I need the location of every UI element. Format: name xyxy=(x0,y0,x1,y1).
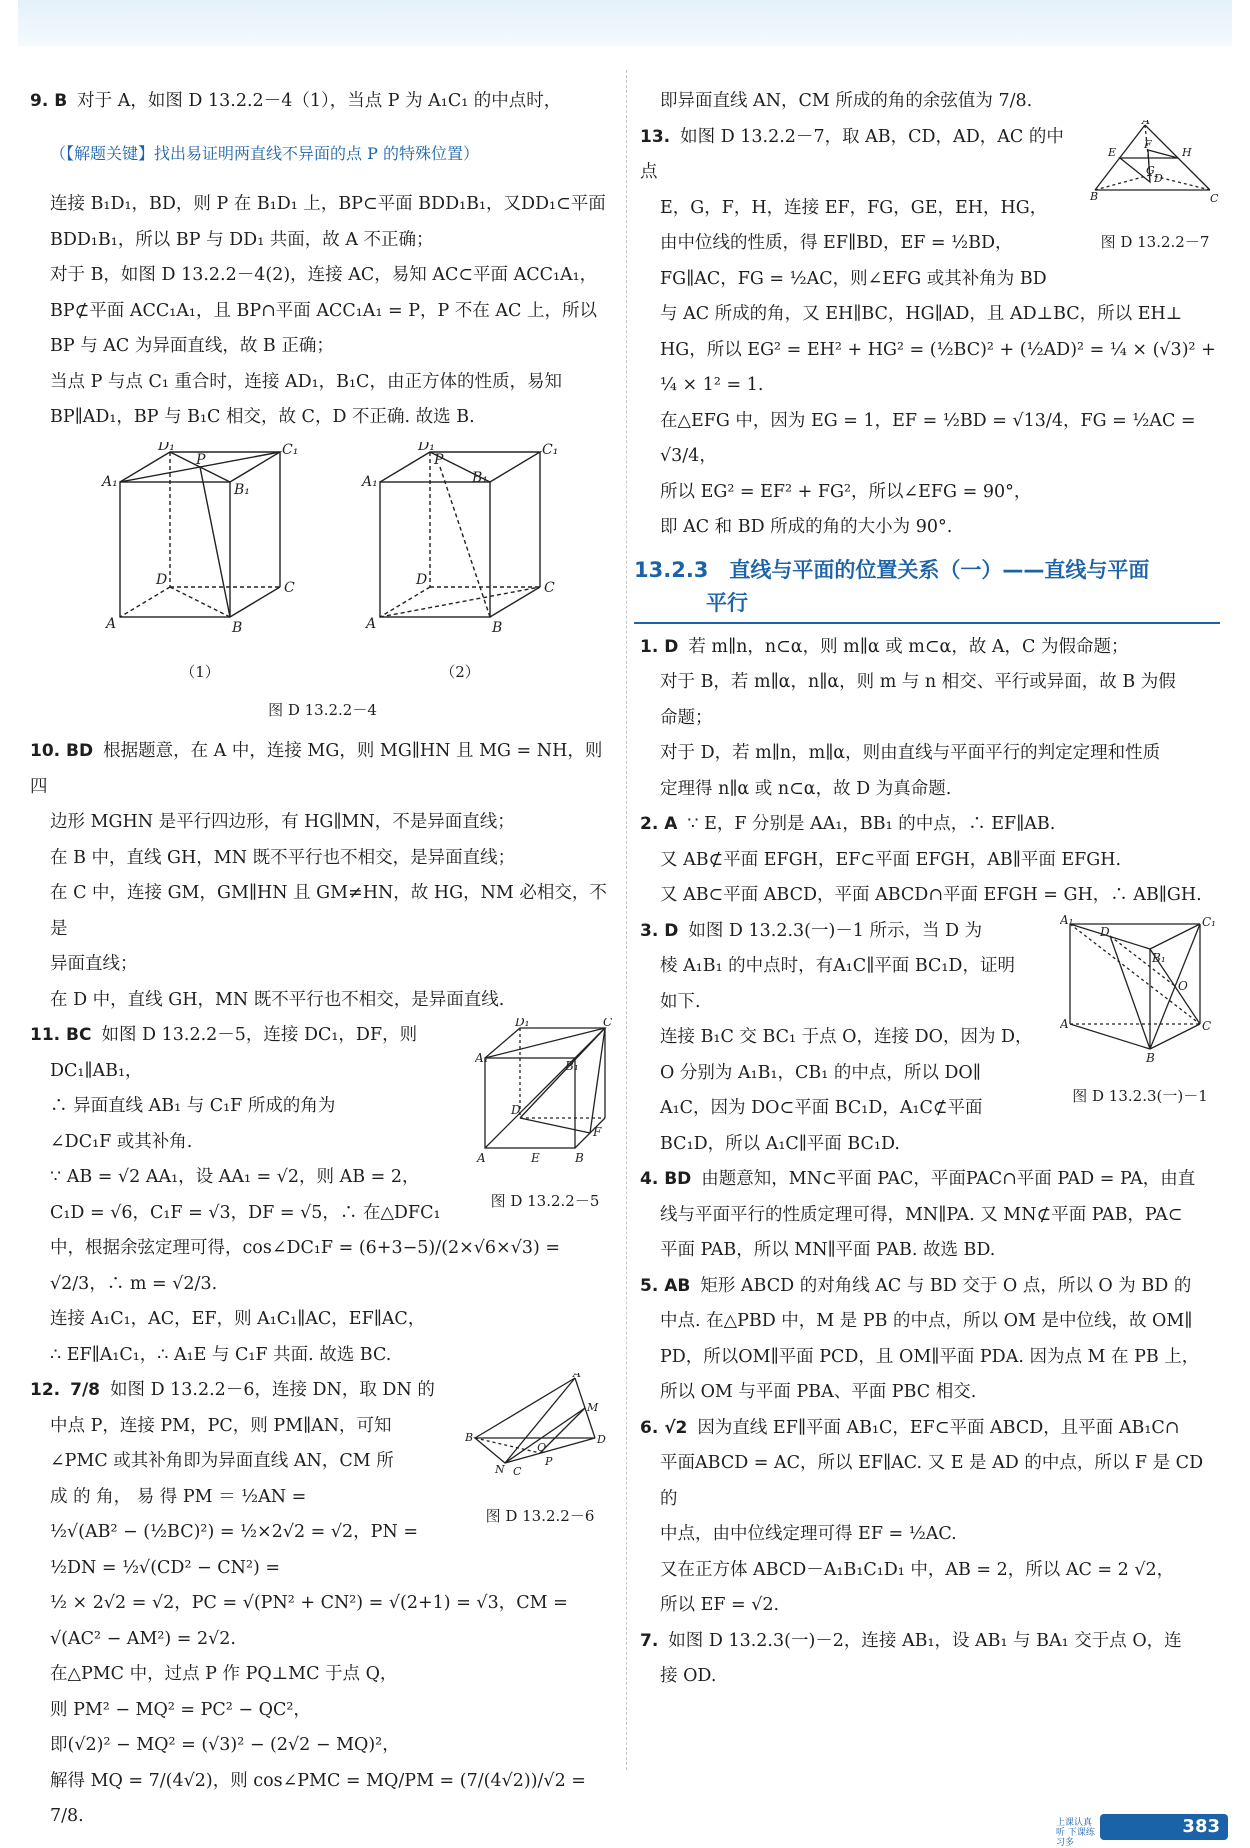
figure-d13227-caption: 图 D 13.2.2－7 xyxy=(1100,233,1210,251)
s1-line-1: 1. D 若 m∥n，n⊂α，则 m∥α 或 m⊂α，故 A，C 为假命题； xyxy=(640,636,1129,657)
svg-text:A: A xyxy=(366,615,377,632)
right-column xyxy=(634,84,1220,1695)
svg-text:B: B xyxy=(575,1151,584,1165)
s6-line-5: 所以 EF = √2. xyxy=(660,1595,780,1615)
svg-text:A: A xyxy=(106,615,117,632)
svg-text:B: B xyxy=(465,1431,474,1444)
s4-line-3: 平面 PAB，所以 MN∥平面 PAB. 故选 BD. xyxy=(660,1240,996,1260)
s4-number: 4. BD xyxy=(640,1169,692,1189)
section-title xyxy=(634,554,1220,624)
svg-text:B₁: B₁ xyxy=(565,1059,579,1073)
svg-text:P: P xyxy=(545,1455,553,1468)
q13-line-9: 所以 EG² = EF² + FG²，所以∠EFG = 90°， xyxy=(660,481,1032,502)
svg-text:B: B xyxy=(1146,1050,1155,1064)
q11-line-4: ∠DC₁F 或其补角. xyxy=(50,1131,193,1152)
s4-line-1: 4. BD 由题意知，MN⊂平面 PAC，平面PAC∩平面 PAD = PA，由直 xyxy=(640,1169,1196,1189)
q9-line-3: BDD₁B₁，所以 BP 与 DD₁ 共面，故 A 不正确； xyxy=(50,229,434,250)
svg-text:B₁: B₁ xyxy=(1152,950,1166,965)
svg-text:B₁: B₁ xyxy=(472,469,488,486)
page-number: 383 xyxy=(1100,1814,1228,1840)
svg-text:B: B xyxy=(1090,189,1099,203)
svg-text:D₁: D₁ xyxy=(158,441,175,454)
s3-line-4: 连接 B₁C 交 BC₁ 于点 O，连接 DO，因为 D， xyxy=(660,1027,1033,1047)
q13-line-7: ¼ × 1² = 1. xyxy=(660,375,764,395)
q9-line-7: 当点 P 与点 C₁ 重合时，连接 AD₁，B₁C，由正方体的性质，易知 xyxy=(50,371,562,392)
s5-line-3: PD，所以OM∥平面 PCD，且 OM∥平面 PDA. 因为点 M 在 PB 上， xyxy=(660,1346,1200,1367)
q12-line-8: 在△PMC 中，过点 P 作 PQ⊥MC 于点 Q， xyxy=(50,1664,398,1684)
q13-line-1: 13. 如图 D 13.2.2－7，取 AB，CD，AD，AC 的中点 xyxy=(640,126,1064,182)
q11-line-8: 连接 A₁C₁，AC，EF，则 A₁C₁∥AC，EF∥AC， xyxy=(50,1309,426,1329)
s2-line-2: 又 AB⊄平面 EFGH，EF⊂平面 EFGH，AB∥平面 EFGH. xyxy=(660,849,1122,870)
q10-line-5: 异面直线； xyxy=(50,954,138,974)
figure-d13225-caption: 图 D 13.2.2－5 xyxy=(490,1191,600,1210)
svg-text:A: A xyxy=(573,1373,581,1380)
s1-line-4: 对于 D，若 m∥n，m∥α，则由直线与平面平行的判定定理和性质 xyxy=(660,743,1161,763)
page-tag: 上课认真听 下课练习多 xyxy=(1056,1818,1095,1848)
figure-1-label: （1） xyxy=(180,663,220,681)
q11-line-5: ∵ AB = √2 AA₁，设 AA₁ = √2，则 AB = 2， xyxy=(50,1167,420,1187)
s3-line-2: 棱 A₁B₁ 的中点时，有A₁C∥平面 BC₁D，证明 xyxy=(660,956,1015,976)
s6-number: 6. √2 xyxy=(640,1417,688,1438)
svg-text:D: D xyxy=(597,1433,606,1446)
q12-line-11: 解得 MQ = 7/(4√2)，则 cos∠PMC = MQ/PM = (7/(4√2))/√2 = 7/8. xyxy=(50,1770,586,1826)
q10-line-3: 在 B 中，直线 GH，MN 既不平行也不相交，是异面直线； xyxy=(50,847,516,868)
q10-line-6: 在 D 中，直线 GH，MN 既不平行也不相交，是异面直线. xyxy=(50,989,505,1010)
svg-text:A₁: A₁ xyxy=(1060,913,1074,927)
svg-text:C: C xyxy=(1210,191,1219,205)
figure-d13231-1-caption: 图 D 13.2.3(一)－1 xyxy=(1072,1087,1208,1105)
q11-number: 11. BC xyxy=(30,1025,92,1045)
svg-text:H: H xyxy=(1182,145,1192,159)
q9-line-6: BP 与 AC 为异面直线，故 B 正确； xyxy=(50,336,334,356)
q10-line-4: 在 C 中，连接 GM，GM∥HN 且 GM≠HN，故 HG，NM 必相交，不是 xyxy=(50,883,607,939)
q13-number: 13. xyxy=(640,126,671,147)
s3-number: 3. D xyxy=(640,920,679,941)
figure-d13224-1 xyxy=(100,442,300,691)
svg-text:A: A xyxy=(477,1151,486,1165)
s2-number: 2. A xyxy=(640,814,678,834)
q12-line-1: 12. 7/8 如图 D 13.2.2－6，连接 DN，取 DN 的 xyxy=(30,1380,435,1400)
svg-text:B: B xyxy=(232,619,243,636)
svg-text:C: C xyxy=(603,1018,613,1029)
q12-line-2: 中点 P，连接 PM，PC，则 PM∥AN，可知 xyxy=(50,1415,392,1436)
q9-line-4: 对于 B，如图 D 13.2.2－4(2)，连接 AC，易知 AC⊂平面 ACC₁A₁， xyxy=(50,265,598,285)
q9-line-8: BP∥AD₁，BP 与 B₁C 相交，故 C，D 不正确. 故选 B. xyxy=(50,407,475,427)
svg-text:F: F xyxy=(1144,137,1152,151)
q12-line-7: √(AC² − AM²) = 2√2. xyxy=(50,1628,236,1649)
q11-line-3: ∴ 异面直线 AB₁ 与 C₁F 所成的角为 xyxy=(50,1096,336,1116)
s5-line-1: 5. AB 矩形 ABCD 的对角线 AC 与 BD 交于 O 点，所以 O 为 BD 的 xyxy=(640,1275,1192,1296)
q13-line-6: HG，所以 EG² = EH² + HG² = (½BC)² + (½AD)² = ¼ × (√3)² + xyxy=(660,339,1216,360)
s6-line-2: 平面ABCD = AC，所以 EF∥AC. 又 E 是 AD 的中点，所以 F 是 CD 的 xyxy=(660,1453,1204,1509)
svg-text:A₁: A₁ xyxy=(102,473,118,490)
header-band xyxy=(18,0,1232,46)
svg-text:M: M xyxy=(587,1401,599,1414)
s1-line-5: 定理得 n∥α 或 n⊂α，故 D 为真命题. xyxy=(660,778,952,799)
q13-line-10: 即 AC 和 BD 所成的角的大小为 90°. xyxy=(660,517,953,537)
s1-line-3: 命题； xyxy=(660,707,713,728)
q9-number: 9. B xyxy=(30,91,68,111)
figure-d13231-1 xyxy=(1060,914,1220,1121)
q9-line-2: 连接 B₁D₁，BD，则 P 在 B₁D₁ 上，BP⊂平面 BDD₁B₁，又DD₁⊂平面 xyxy=(50,194,606,214)
q12-line-3: ∠PMC 或其补角即为异面直线 AN，CM 所 xyxy=(50,1451,394,1471)
svg-text:A: A xyxy=(1060,1016,1069,1031)
left-column xyxy=(30,84,615,1835)
q11-line-7: 中，根据余弦定理可得，cos∠DC₁F = (6+3−5)/(2×√6×√3) = √2/3，∴ m = √2/3. xyxy=(50,1238,561,1294)
s2-line-3: 又 AB⊂平面 ABCD，平面 ABCD∩平面 EFGH = GH，∴ AB∥GH. xyxy=(660,885,1202,905)
svg-text:C: C xyxy=(513,1465,522,1478)
s7-number: 7. xyxy=(640,1630,659,1651)
q13-line-2: E，G，F，H，连接 EF，FG，GE，EH，HG， xyxy=(660,197,1048,218)
svg-text:F: F xyxy=(593,1125,602,1139)
q11-line-6: C₁D = √6，C₁F = √3，DF = √5，∴ 在△DFC₁ xyxy=(50,1202,441,1223)
svg-text:Q: Q xyxy=(537,1441,547,1454)
svg-text:C₁: C₁ xyxy=(282,441,299,458)
svg-text:A₁: A₁ xyxy=(362,473,378,490)
column-divider xyxy=(626,70,627,1770)
svg-text:B: B xyxy=(492,619,503,636)
svg-text:D: D xyxy=(511,1103,521,1117)
q10-number: 10. BD xyxy=(30,741,94,761)
s3-line-5: O 分别为 A₁B₁，CB₁ 的中点，所以 DO∥ xyxy=(660,1062,981,1083)
svg-text:C₁: C₁ xyxy=(542,441,559,458)
s6-line-3: 中点，由中位线定理可得 EF = ½AC. xyxy=(660,1524,957,1544)
svg-text:G: G xyxy=(1146,163,1155,177)
s7-line-1: 7. 如图 D 13.2.3(一)－2，连接 AB₁，设 AB₁ 与 BA₁ 交于点 O，连 xyxy=(640,1630,1182,1651)
q9-line-1: 9. B 对于 A，如图 D 13.2.2－4（1），当点 P 为 A₁C₁ 的中点时， xyxy=(30,91,562,111)
q9-hint: （【解题关键】找出易证明两直线不异面的点 P 的特殊位置） xyxy=(50,143,479,163)
section-title-line-1: 13.2.3 直线与平面的位置关系（一）——直线与平面 xyxy=(634,557,1150,582)
s1-number: 1. D xyxy=(640,636,679,657)
q9-line-5: BP⊄平面 ACC₁A₁，且 BP∩平面 ACC₁A₁ = P，P 不在 AC 上，所以 xyxy=(50,300,598,321)
q13-line-8: 在△EFG 中，因为 EG = 1，EF = ½BD = √13/4，FG = ½AC = √3/4， xyxy=(660,410,1196,466)
svg-text:C: C xyxy=(544,579,555,596)
s3-line-6: A₁C，因为 DO⊂平面 BC₁D，A₁C⊄平面 xyxy=(660,1098,983,1118)
q12-line-6: ½ × 2√2 = √2，PC = √(PN² + CN²) = √(2+1) = √3，CM = xyxy=(50,1593,568,1613)
q12-continuation: 即异面直线 AN，CM 所成的角的余弦值为 7/8. xyxy=(660,91,1033,111)
q12-line-9: 则 PM² − MQ² = PC² − QC²， xyxy=(50,1699,311,1720)
q13-line-3: 由中位线的性质，得 EF∥BD，EF = ½BD， xyxy=(660,233,1013,253)
svg-text:D₁: D₁ xyxy=(515,1018,530,1029)
s6-line-4: 又在正方体 ABCD－A₁B₁C₁D₁ 中，AB = 2，所以 AC = 2 √2， xyxy=(660,1559,1175,1580)
q12-line-5: ½√(AB² − (½BC)²) = ½×2√2 = √2，PN = ½DN = ½√(CD² − CN²) = xyxy=(50,1522,418,1578)
q10-line-2: 边形 MGHN 是平行四边形，有 HG∥MN，不是异面直线； xyxy=(50,812,515,832)
q11-line-1: 11. BC 如图 D 13.2.2－5，连接 DC₁，DF，则 xyxy=(30,1025,418,1045)
svg-text:P: P xyxy=(196,451,206,468)
q12-line-10: 即(√2)² − MQ² = (√3)² − (2√2 − MQ)²， xyxy=(50,1735,400,1755)
s7-line-2: 接 OD. xyxy=(660,1666,717,1686)
svg-text:N: N xyxy=(495,1463,505,1476)
figure-d13226-caption: 图 D 13.2.2－6 xyxy=(485,1506,595,1525)
q10-line-1: 10. BD 根据题意，在 A 中，连接 MG，则 MG∥HN 且 MG = NH，则四 xyxy=(30,741,603,797)
svg-text:C: C xyxy=(284,579,295,596)
figure-d13224-2 xyxy=(360,442,560,691)
svg-text:D: D xyxy=(1100,924,1110,939)
s5-line-2: 中点. 在△PBD 中，M 是 PB 的中点，所以 OM 是中位线，故 OM∥ xyxy=(660,1311,1193,1331)
s5-number: 5. AB xyxy=(640,1275,691,1296)
q11-line-2: DC₁∥AB₁， xyxy=(50,1060,143,1081)
q12-number: 12. xyxy=(30,1380,61,1400)
svg-text:D: D xyxy=(1154,171,1163,185)
section-title-line-2: 平行 xyxy=(706,590,748,615)
figure-d13227 xyxy=(1090,120,1220,267)
figure-d13224-row xyxy=(70,442,590,691)
svg-text:E: E xyxy=(1108,145,1117,159)
q12-line-4: 成 的 角， 易 得 PM ＝ ½AN = xyxy=(50,1486,307,1507)
q11-line-9: ∴ EF∥A₁C₁，∴ A₁E 与 C₁F 共面. 故选 BC. xyxy=(50,1344,392,1365)
svg-text:A₁: A₁ xyxy=(475,1051,489,1065)
svg-text:C: C xyxy=(1202,1018,1212,1033)
q12-answer: 7/8 xyxy=(70,1380,100,1400)
figure-d13226 xyxy=(465,1373,615,1540)
figure-d13225 xyxy=(475,1018,615,1225)
s5-line-4: 所以 OM 与平面 PBA、平面 PBC 相交. xyxy=(660,1382,977,1402)
svg-text:C₁: C₁ xyxy=(1202,914,1216,929)
s1-line-2: 对于 B，若 m∥α，n∥α，则 m 与 n 相交、平行或异面，故 B 为假 xyxy=(660,672,1176,692)
svg-text:D: D xyxy=(416,571,428,588)
svg-text:O: O xyxy=(1178,978,1188,993)
q13-line-4: FG∥AC，FG = ½AC，则∠EFG 或其补角为 BD xyxy=(660,268,1047,289)
svg-text:B₁: B₁ xyxy=(234,481,250,498)
svg-text:D: D xyxy=(156,571,168,588)
s4-line-2: 线与平面平行的性质定理可得，MN∥PA. 又 MN⊄平面 PAB，PA⊂ xyxy=(660,1204,1183,1225)
figure-2-label: （2） xyxy=(440,663,480,681)
svg-text:D₁: D₁ xyxy=(418,441,435,454)
s3-line-1: 3. D 如图 D 13.2.3(一)－1 所示，当 D 为 xyxy=(640,920,983,941)
svg-text:P: P xyxy=(434,451,444,468)
s2-line-1: 2. A ∵ E，F 分别是 AA₁，BB₁ 的中点，∴ EF∥AB. xyxy=(640,814,1056,834)
figure-d13224-caption: 图 D 13.2.2－4 xyxy=(268,700,377,719)
svg-text:A: A xyxy=(1142,119,1150,127)
s6-line-1: 6. √2 因为直线 EF∥平面 AB₁C，EF⊂平面 ABCD，且平面 AB₁C∩ xyxy=(640,1417,1180,1438)
svg-text:E: E xyxy=(531,1151,540,1165)
s3-line-7: BC₁D，所以 A₁C∥平面 BC₁D. xyxy=(660,1133,900,1154)
q13-line-5: 与 AC 所成的角，又 EH∥BC，HG∥AD，且 AD⊥BC，所以 EH⊥ xyxy=(660,304,1183,324)
s3-line-3: 如下. xyxy=(660,991,701,1012)
